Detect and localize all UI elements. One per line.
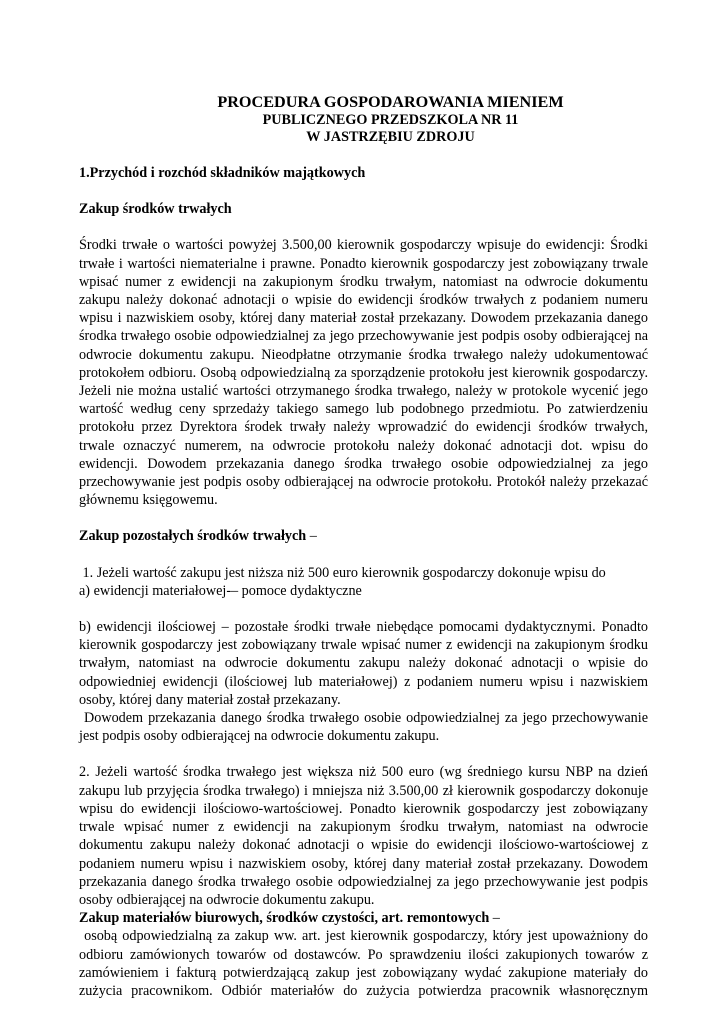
title-line-2: PUBLICZNEGO PRZEDSZKOLA NR 11 xyxy=(262,112,519,128)
materials-heading-line xyxy=(79,909,648,927)
other-assets-heading-line xyxy=(79,527,648,545)
fixed-assets-paragraph: Środki trwałe o wartości powyżej 3.500,00 kierownik gospodarczy wpisuje do ewidencji: Środki trwałe i wartości niematerialne i prawne. Ponadto kierownik gospodarczy jest zobowiązany trwale wpisać numer z ewidencji na zakupionym środku trwałym, natomiast na odwrocie dokumentu zakupu należy dokonać adnotacji o wpisie do ewidencji środków trwałych z podaniem numeru wpisu i nazwiskiem osoby, której dany materiał został przekazany. Dowodem przekazania danego środka trwałego osobie odpowiedzialnej za jego przechowywanie jest podpis osoby odbierającej na odwrocie dokumentu zakupu. Nieodpłatne otrzymanie środka trwałego należy udokumentować protokołem odbioru. Osobą odpowiedzialną za sporządzenie protokołu jest kierownik gospodarczy. Jeżeli nie można ustalić wartości otrzymanego środka trwałego, należy w protokole wycenić jego wartość według ceny sprzedaży takiego samego lub podobnego przedmiotu. Po zatwierdzeniu protokołu przez Dyrektora środek trwały należy wprowadzić do ewidencji środków trwałych, trwale oznaczyć numerem, na odwrocie protokołu należy dokonać adnotacji dot. wpisu do ewidencji. Dowodem przekazania danego środka trwałego osobie odpowiedzialnej za jego przechowywanie jest podpis osoby odbierającej na odwrocie protokołu. Protokół należy przekazać głównemu księgowemu. xyxy=(79,237,648,509)
materials-heading: Zakup materiałów biurowych, środków czystości, art. remontowych xyxy=(79,910,490,927)
other-assets-heading: Zakup pozostałych środków trwałych xyxy=(79,528,307,545)
item-2-paragraph: 2. Jeżeli wartość środka trwałego jest większa niż 500 euro (wg średniego kursu NBP na dzień zakupu lub przyjęcia środka trwałego) i mniejsza niż 3.500,00 zł kierownik gospodarczy dokonuje wpisu do ewidencji ilościowo-wartościowej. Ponadto kierownik gospodarczy jest zobowiązany trwale wpisać numer z ewidencji na zakupionym środku trwałym, natomiast na odwrocie dokumentu zakupu należy dokonać adnotacji o wpisie do ewidencji ilościowo-wartościowej z podaniem numeru wpisu i nazwiskiem osoby, której dany materiał został przekazany. Dowodem przekazania danego środka trwałego osobie odpowiedzialnej za jego przechowywanie jest podpis osoby odbierającej na odwrocie dokumentu zakupu. xyxy=(79,764,648,908)
item-1-b-paragraph: b) ewidencji ilościowej – pozostałe środki trwałe niebędące pomocami dydaktycznymi. Ponadto kierownik gospodarczy jest zobowiązany trwale wpisać numer z ewidencji na zakupionym środku trwałym, natomiast na odwrocie dokumentu zakupu należy dokonać adnotacji o wpisie do odpowiedniej ewidencji (ilościowej lub materiałowej) z podaniem numeru wpisu i nazwiskiem osoby, której dany materiał został przekazany. xyxy=(79,619,648,708)
item-1-line-2: a) ewidencji materiałowej-– pomoce dydaktyczne xyxy=(79,582,362,599)
section-1-heading: 1.Przychód i rozchód składników majątkowych xyxy=(79,165,366,181)
materials-dash: – xyxy=(489,910,500,927)
materials-paragraph: osobą odpowiedzialną za zakup ww. art. jest kierownik gospodarczy, który jest upoważniony do odbioru zamówionych towarów od dostawców. Po sprawdzeniu ilości zakupionych towarów z zamówieniem i fakturą potwierdzającą zakup jest zobowiązany wydać zakupione materiały do zużycia pracownikom. Odbiór materiałów do zużycia potwierdza pracownik własnoręcznym xyxy=(79,928,652,999)
item-1-b-paragraph-2: Dowodem przekazania danego środka trwałego osobie odpowiedzialnej za jego przechowywanie jest podpis osoby odbierającej na odwrocie dokumentu zakupu. xyxy=(79,710,652,745)
item-1-line-1: 1. Jeżeli wartość zakupu jest niższa niż 500 euro kierownik gospodarczy dokonuje wpisu do xyxy=(79,564,606,581)
document-title xyxy=(133,92,648,146)
title-line-1: PROCEDURA GOSPODAROWANIA MIENIEM xyxy=(217,93,564,111)
fixed-assets-heading: Zakup środków trwałych xyxy=(79,201,232,218)
other-assets-dash: – xyxy=(306,528,317,545)
title-line-3: W JASTRZĘBIU ZDROJU xyxy=(306,129,475,145)
document-page xyxy=(79,92,652,1000)
